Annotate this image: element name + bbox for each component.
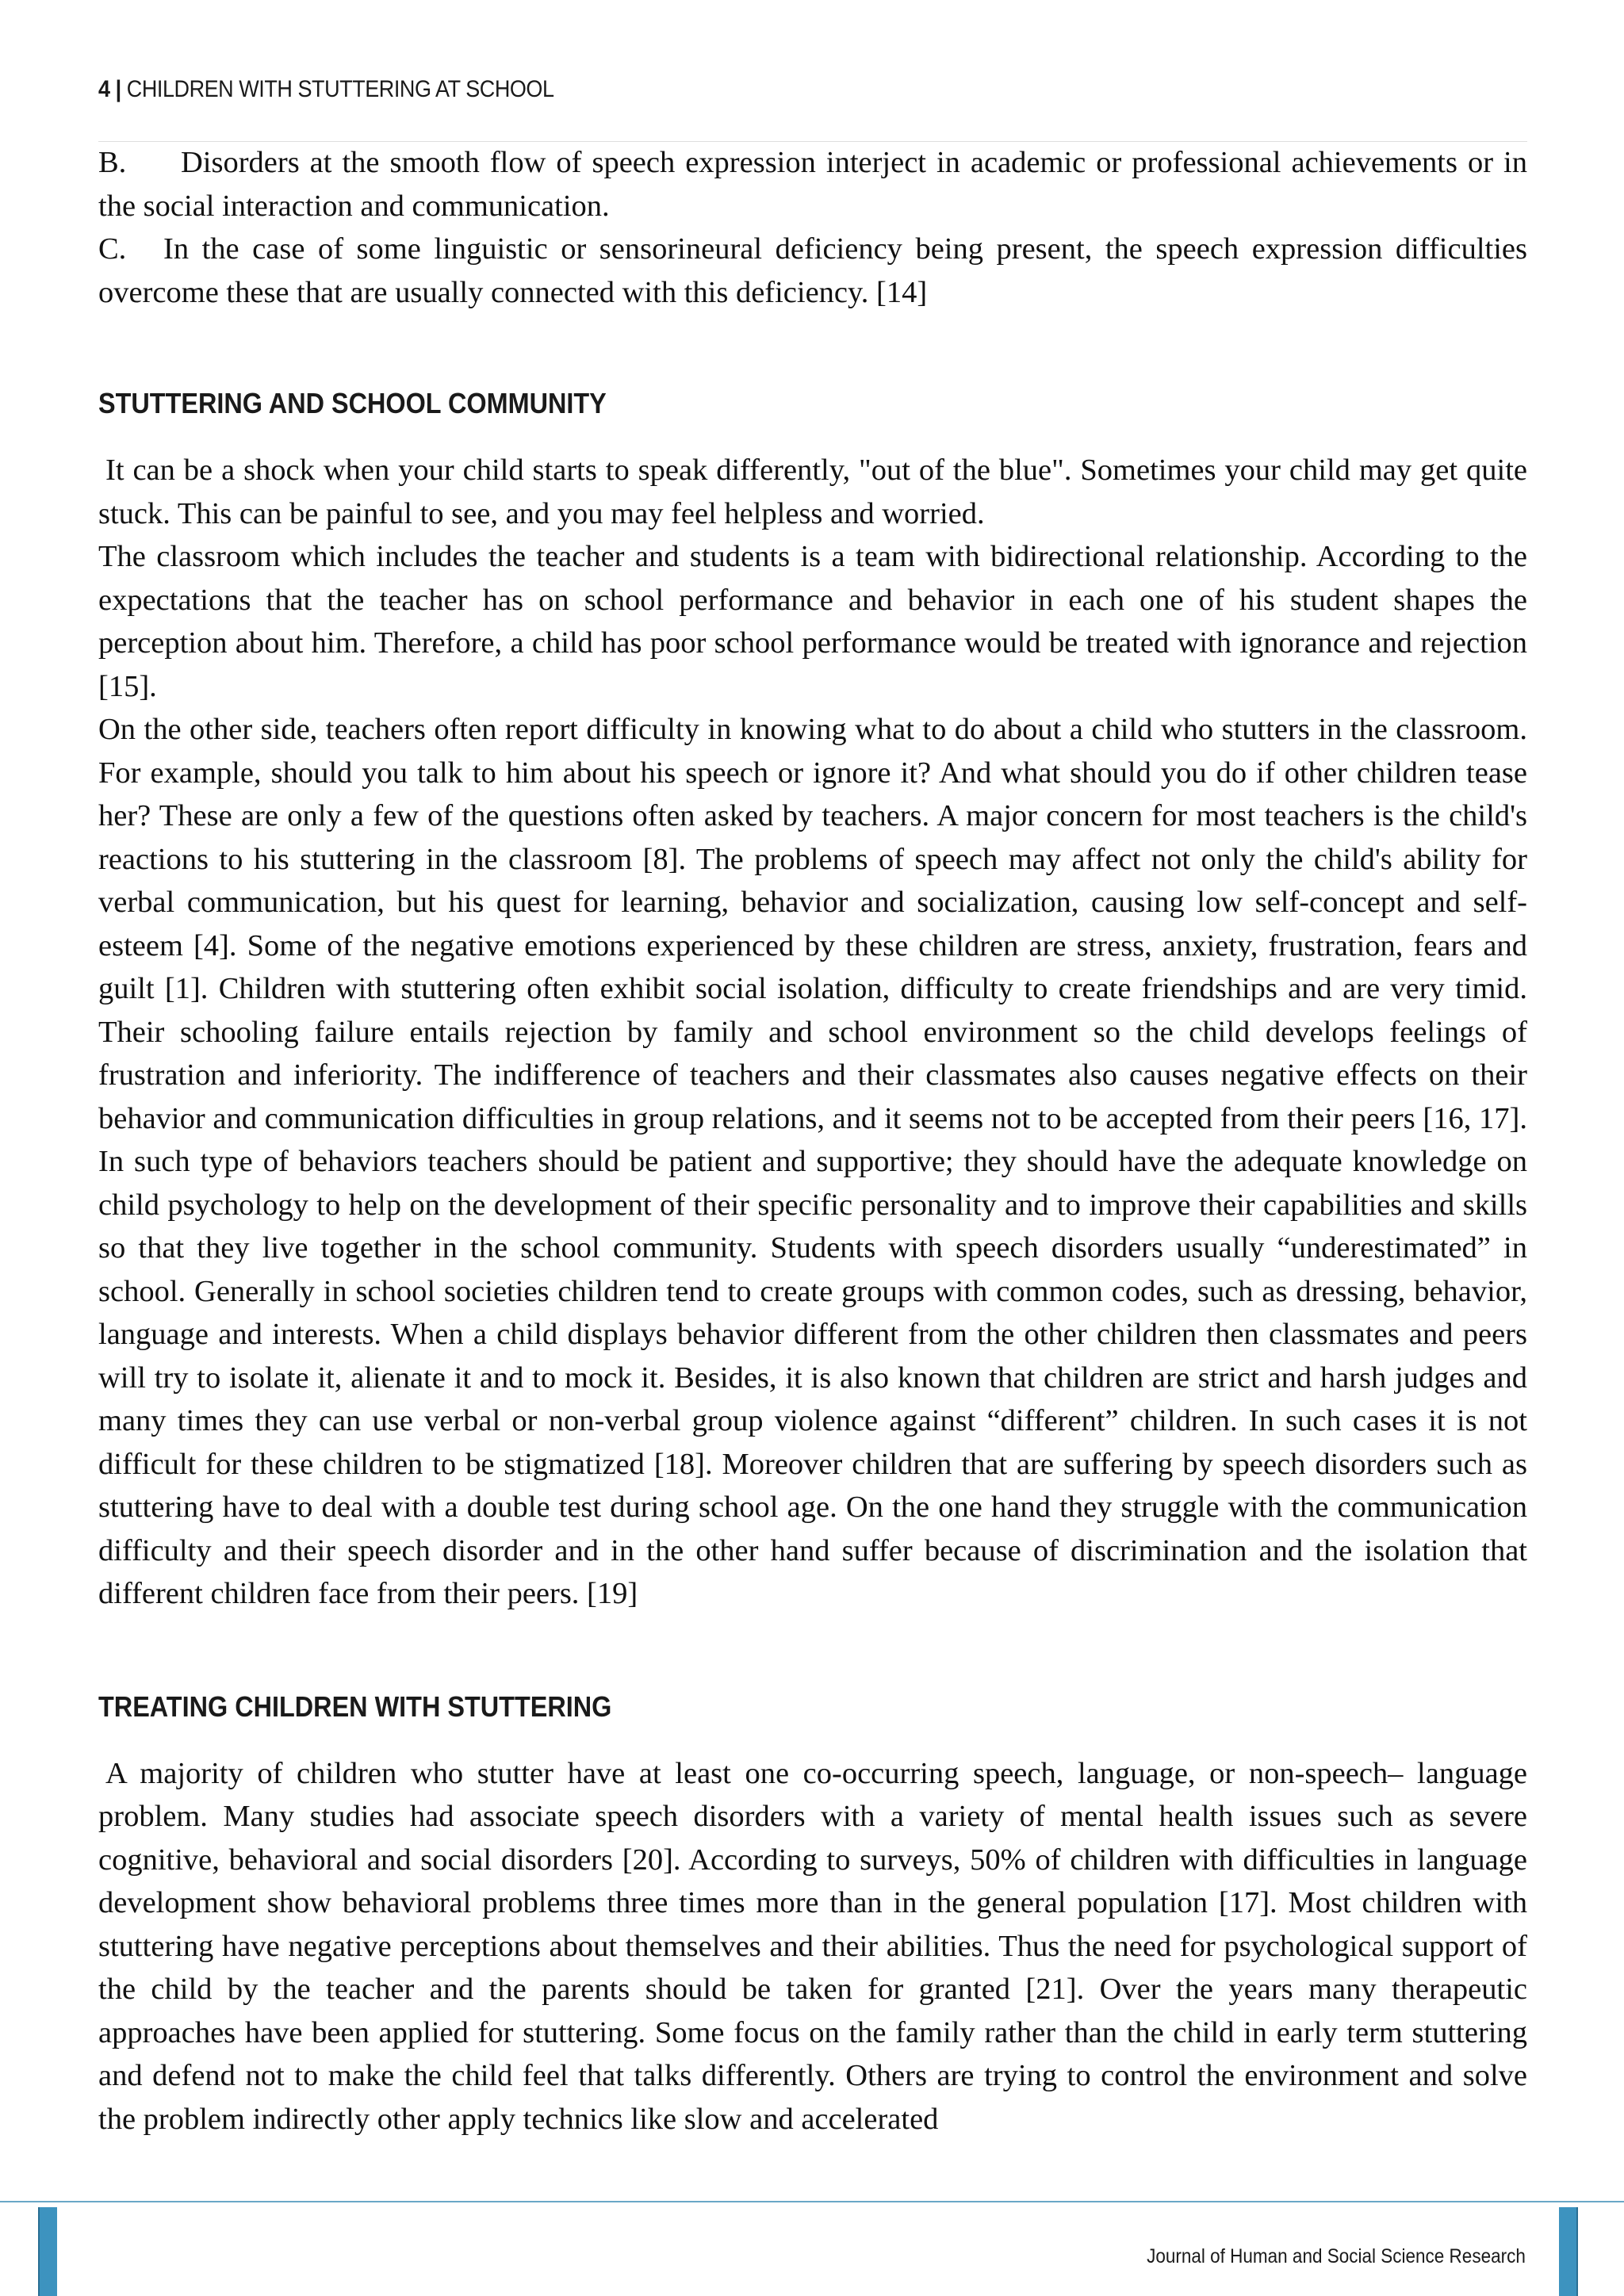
running-title: CHILDREN WITH STUTTERING AT SCHOOL: [126, 76, 554, 102]
paragraph: It can be a shock when your child starts to speak differently, "out of the blue". Sometimes your child may get quite stuck. This can be painful to see, and you may feel helpless and worried.: [98, 453, 1527, 530]
section-heading-treating: TREATING CHILDREN WITH STUTTERING: [98, 1689, 612, 1723]
page-body: [98, 141, 1527, 2141]
criterion-b-marker: B.: [98, 146, 127, 179]
paragraph: On the other side, teachers often report difficulty in knowing what to do about a child who stutters in the classroom. For example, should you talk to him about his speech or ignore it? And what should you do if other children tease her? These are only a few of the questions often asked by teachers. A major concern for most teachers is the child's reactions to his stuttering in the classroom [8]. The problems of speech may affect not only the child's ability for verbal communication, but his quest for learning, behavior and socialization, causing low self-concept and self-esteem [4]. Some of the negative emotions experienced by these children are stress, anxiety, frustration, fears and guilt [1]. Children with stuttering often exhibit social isolation, difficulty to create friendships and are very timid. Their schooling failure entails rejection by family and school environment so the child develops feelings of frustration and inferiority. The indifference of teachers and their classmates also causes negative effects on their behavior and communication difficulties in group relations, and it seems not to be accepted from their peers [16, 17]. In such type of behaviors teachers should be patient and supportive; they should have the adequate knowledge on child psychology to help on the development of their specific personality and to improve their capabilities and skills so that they live together in the school community. Students with speech disorders usually “underestimated” in school. Generally in school societies children tend to create groups with common codes, such as dressing, behavior, language and interests. When a child displays behavior different from the other children then classmates and peers will try to isolate it, alienate it and to mock it. Besides, it is also known that children are strict and harsh judges and many times they can use verbal or non-verbal group violence against “different” children. In such cases it is not difficult for these children to be stigmatized [18]. Moreover children that are suffering by speech disorders such as stuttering have to deal with a double test during school age. On the one hand they struggle with the communication difficulty and their speech disorder and in the other hand suffer because of discrimination and the isolation that different children face from their peers. [19]: [98, 713, 1527, 1610]
criterion-c: [98, 228, 1527, 314]
criterion-b-text: Disorders at the smooth flow of speech expression interject in academic or professional achievements or in the social interaction and communication.: [98, 146, 1527, 223]
header-separator: |: [115, 76, 121, 102]
footer-journal-name: Journal of Human and Social Science Research: [1147, 2245, 1526, 2267]
footer-accent-bar-right: [1559, 2207, 1578, 2296]
section-heading-stuttering-school: STUTTERING AND SCHOOL COMMUNITY: [98, 387, 607, 419]
criterion-c-marker: C.: [98, 232, 127, 266]
running-header: [98, 76, 554, 103]
page-number: 4: [98, 76, 110, 102]
criterion-b: [98, 141, 1527, 228]
footer-rule: [0, 2201, 1624, 2202]
paragraph: The classroom which includes the teacher and students is a team with bidirectional relationship. According to the expectations that the teacher has on school performance and behavior in each one of his student shapes the perception about him. Therefore, a child has poor school performance would be treated with ignorance and rejection [15].: [98, 540, 1527, 703]
paragraph: A majority of children who stutter have at least one co-occurring speech, language, or non-speech– language problem. Many studies had associate speech disorders with a variety of mental health issues such as severe cognitive, behavioral and social disorders [20]. According to surveys, 50% of children with difficulties in language development show behavioral problems three times more than in the general population [17]. Most children with stuttering have negative perceptions about themselves and their abilities. Thus the need for psychological support of the child by the teacher and the parents should be taken for granted [21]. Over the years many therapeutic approaches have been applied for stuttering. Some focus on the family rather than the child in early term stuttering and defend not to make the child feel that talks differently. Others are trying to control the environment and solve the problem indirectly other apply technics like slow and accelerated: [98, 1756, 1527, 2136]
criterion-c-text: In the case of some linguistic or sensorineural deficiency being present, the speech expression difficulties overcome these that are usually connected with this deficiency. [14]: [98, 232, 1527, 309]
footer-accent-bar-left: [38, 2207, 57, 2296]
